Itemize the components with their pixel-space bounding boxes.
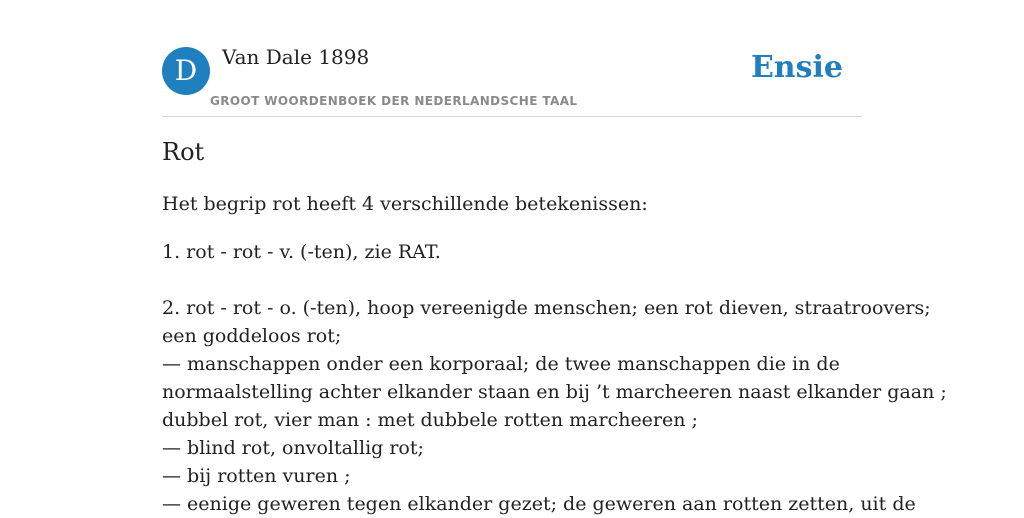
- definition-spacer: [162, 266, 862, 294]
- definition-line: 2. rot - rot - o. (-ten), hoop vereenigde menschen; een rot dieven, straatroovers;: [162, 297, 931, 319]
- page-container: [162, 0, 947, 515]
- definition-line: normaalstelling achter elkander staan en bij ’t marcheeren naast elkander gaan ;: [162, 381, 947, 403]
- definition-list: [162, 238, 947, 518]
- entry-intro: Het begrip rot heeft 4 verschillende betekenissen:: [162, 193, 648, 215]
- source-subtitle: GROOT WOORDENBOEK DER NEDERLANDSCHE TAAL: [210, 94, 578, 108]
- source-title[interactable]: Van Dale 1898: [222, 45, 370, 69]
- definition-item-1: 1. rot - rot - v. (-ten), zie RAT.: [162, 241, 441, 263]
- entry-word-heading: Rot: [162, 138, 205, 166]
- definition-line: — manschappen onder een korporaal; de twee manschappen die in de: [162, 353, 840, 375]
- definition-line: dubbel rot, vier man : met dubbele rotten marcheeren ;: [162, 409, 698, 431]
- definition-item-2: [162, 294, 947, 518]
- ensie-brand-logo[interactable]: Ensie: [750, 50, 843, 85]
- source-logo-badge[interactable]: D: [162, 47, 210, 95]
- definition-line: een goddeloos rot;: [162, 325, 342, 347]
- definition-line: — blind rot, onvoltallig rot;: [162, 437, 424, 459]
- definition-line: — eenige geweren tegen elkander gezet; de geweren aan rotten zetten, uit de: [162, 493, 916, 515]
- site-header: [162, 0, 862, 117]
- definition-line: — bij rotten vuren ;: [162, 465, 351, 487]
